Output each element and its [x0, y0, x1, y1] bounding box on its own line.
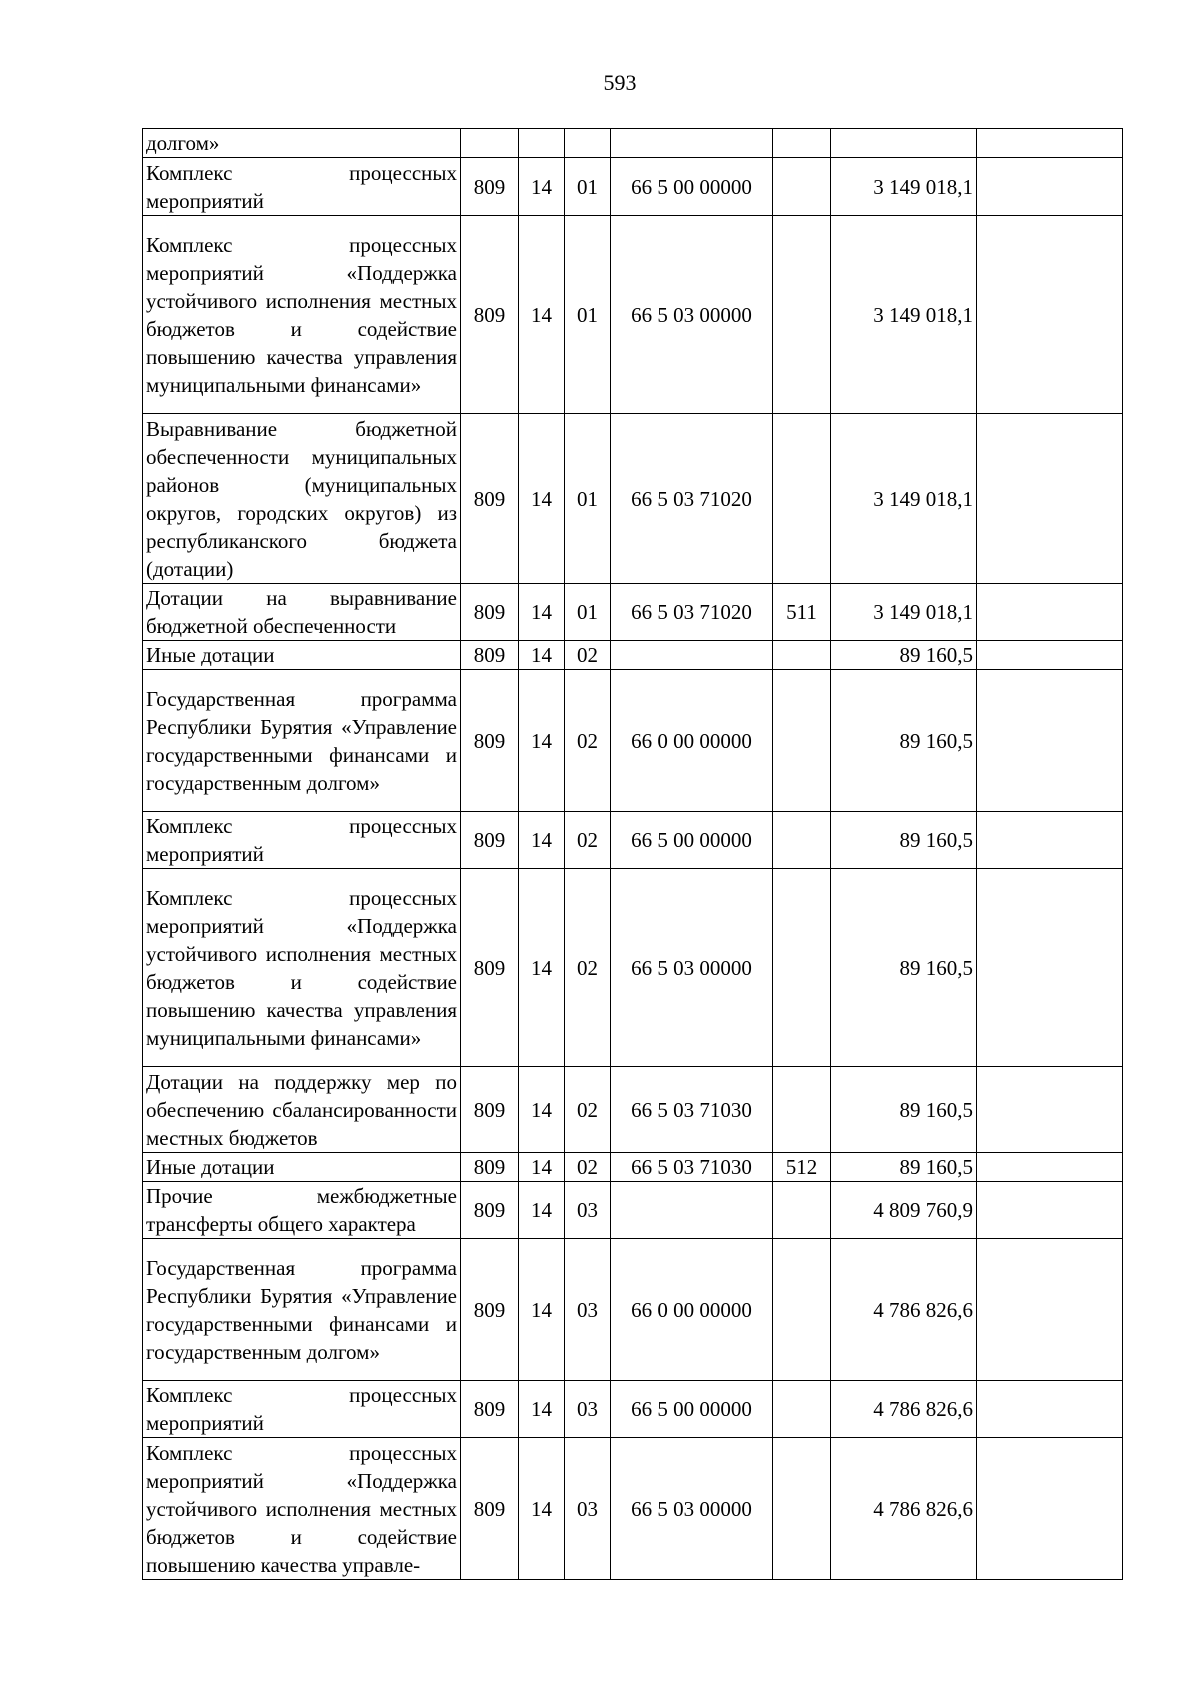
- ministry-code-cell: 809: [461, 869, 519, 1067]
- subsection-code-cell: 03: [565, 1182, 611, 1239]
- subsection-code-cell: 02: [565, 1153, 611, 1182]
- section-code-cell: 14: [519, 1153, 565, 1182]
- amount-cell: 3 149 018,1: [831, 584, 977, 641]
- expense-type-cell: 511: [773, 584, 831, 641]
- row-name-cell: Дотации на выравнивание бюджетной обеспеченности: [143, 584, 461, 641]
- row-name-cell: Дотации на поддержку мер по обеспечению сбалансированности местных бюджетов: [143, 1067, 461, 1153]
- extra-amount-cell: [977, 1067, 1123, 1153]
- amount-cell: 89 160,5: [831, 641, 977, 670]
- ministry-code-cell: 809: [461, 670, 519, 812]
- target-article-cell: 66 5 03 71020: [611, 414, 773, 584]
- section-code-cell: 14: [519, 812, 565, 869]
- expense-type-cell: [773, 1438, 831, 1580]
- ministry-code-cell: [461, 129, 519, 158]
- ministry-code-cell: 809: [461, 1182, 519, 1239]
- expense-type-cell: [773, 1182, 831, 1239]
- amount-cell: 89 160,5: [831, 670, 977, 812]
- subsection-code-cell: 02: [565, 1067, 611, 1153]
- extra-amount-cell: [977, 812, 1123, 869]
- expense-type-cell: [773, 158, 831, 216]
- subsection-code-cell: 01: [565, 216, 611, 414]
- ministry-code-cell: 809: [461, 158, 519, 216]
- section-code-cell: 14: [519, 216, 565, 414]
- expense-type-cell: [773, 812, 831, 869]
- subsection-code-cell: 01: [565, 584, 611, 641]
- ministry-code-cell: 809: [461, 1381, 519, 1438]
- amount-cell: 4 786 826,6: [831, 1438, 977, 1580]
- row-name-cell: Комплекс процессных мероприятий: [143, 158, 461, 216]
- expense-type-cell: [773, 1067, 831, 1153]
- page-number: 593: [603, 70, 637, 95]
- expense-type-cell: [773, 414, 831, 584]
- extra-amount-cell: [977, 584, 1123, 641]
- table-body: [143, 129, 1123, 1580]
- extra-amount-cell: [977, 1239, 1123, 1381]
- target-article-cell: [611, 1182, 773, 1239]
- extra-amount-cell: [977, 414, 1123, 584]
- amount-cell: 89 160,5: [831, 812, 977, 869]
- table-row: [143, 1381, 1123, 1438]
- target-article-cell: 66 5 03 00000: [611, 1438, 773, 1580]
- extra-amount-cell: [977, 641, 1123, 670]
- budget-table: [142, 128, 1123, 1580]
- section-code-cell: 14: [519, 158, 565, 216]
- row-name-cell: Иные дотации: [143, 641, 461, 670]
- section-code-cell: 14: [519, 1381, 565, 1438]
- extra-amount-cell: [977, 670, 1123, 812]
- target-article-cell: [611, 129, 773, 158]
- row-name-cell: Комплекс процессных мероприятий «Поддержка устойчивого исполнения местных бюджетов и содействие повышению качества управления муниципальными финансами»: [143, 216, 461, 414]
- amount-cell: 89 160,5: [831, 869, 977, 1067]
- expense-type-cell: [773, 216, 831, 414]
- target-article-cell: 66 5 00 00000: [611, 158, 773, 216]
- ministry-code-cell: 809: [461, 1438, 519, 1580]
- amount-cell: 4 786 826,6: [831, 1381, 977, 1438]
- extra-amount-cell: [977, 158, 1123, 216]
- extra-amount-cell: [977, 869, 1123, 1067]
- target-article-cell: 66 5 03 00000: [611, 216, 773, 414]
- target-article-cell: 66 5 00 00000: [611, 812, 773, 869]
- table-row: [143, 216, 1123, 414]
- row-name-cell: Комплекс процессных мероприятий: [143, 1381, 461, 1438]
- amount-cell: 3 149 018,1: [831, 158, 977, 216]
- target-article-cell: 66 5 00 00000: [611, 1381, 773, 1438]
- extra-amount-cell: [977, 1381, 1123, 1438]
- target-article-cell: 66 5 03 71020: [611, 584, 773, 641]
- row-name-cell: долгом»: [143, 129, 461, 158]
- subsection-code-cell: [565, 129, 611, 158]
- amount-cell: 3 149 018,1: [831, 414, 977, 584]
- subsection-code-cell: 03: [565, 1239, 611, 1381]
- ministry-code-cell: 809: [461, 584, 519, 641]
- table-row: [143, 812, 1123, 869]
- row-name-cell: Государственная программа Республики Бурятия «Управление государственными финансами и государственным долгом»: [143, 1239, 461, 1381]
- expense-type-cell: [773, 670, 831, 812]
- target-article-cell: 66 0 00 00000: [611, 670, 773, 812]
- amount-cell: 4 786 826,6: [831, 1239, 977, 1381]
- amount-cell: [831, 129, 977, 158]
- expense-type-cell: [773, 1239, 831, 1381]
- table-row: [143, 670, 1123, 812]
- expense-type-cell: [773, 641, 831, 670]
- section-code-cell: 14: [519, 414, 565, 584]
- section-code-cell: 14: [519, 584, 565, 641]
- section-code-cell: 14: [519, 670, 565, 812]
- subsection-code-cell: 02: [565, 812, 611, 869]
- row-name-cell: Комплекс процессных мероприятий «Поддержка устойчивого исполнения местных бюджетов и содействие повышению качества управления муниципальными финансами»: [143, 869, 461, 1067]
- target-article-cell: [611, 641, 773, 670]
- expense-type-cell: 512: [773, 1153, 831, 1182]
- row-name-cell: Иные дотации: [143, 1153, 461, 1182]
- ministry-code-cell: 809: [461, 812, 519, 869]
- table-row: [143, 414, 1123, 584]
- table-row: [143, 129, 1123, 158]
- subsection-code-cell: 01: [565, 414, 611, 584]
- table-row: [143, 1239, 1123, 1381]
- ministry-code-cell: 809: [461, 1153, 519, 1182]
- section-code-cell: 14: [519, 641, 565, 670]
- target-article-cell: 66 5 03 71030: [611, 1153, 773, 1182]
- target-article-cell: 66 5 03 00000: [611, 869, 773, 1067]
- extra-amount-cell: [977, 1153, 1123, 1182]
- subsection-code-cell: 02: [565, 670, 611, 812]
- amount-cell: 4 809 760,9: [831, 1182, 977, 1239]
- ministry-code-cell: 809: [461, 414, 519, 584]
- extra-amount-cell: [977, 216, 1123, 414]
- table-row: [143, 869, 1123, 1067]
- section-code-cell: 14: [519, 1067, 565, 1153]
- subsection-code-cell: 02: [565, 641, 611, 670]
- ministry-code-cell: 809: [461, 1239, 519, 1381]
- section-code-cell: 14: [519, 869, 565, 1067]
- ministry-code-cell: 809: [461, 641, 519, 670]
- table-row: [143, 1182, 1123, 1239]
- target-article-cell: 66 5 03 71030: [611, 1067, 773, 1153]
- ministry-code-cell: 809: [461, 1067, 519, 1153]
- row-name-cell: Государственная программа Республики Бурятия «Управление государственными финансами и государственным долгом»: [143, 670, 461, 812]
- ministry-code-cell: 809: [461, 216, 519, 414]
- target-article-cell: 66 0 00 00000: [611, 1239, 773, 1381]
- row-name-cell: Комплекс процессных мероприятий: [143, 812, 461, 869]
- subsection-code-cell: 01: [565, 158, 611, 216]
- expense-type-cell: [773, 1381, 831, 1438]
- table-row: [143, 1067, 1123, 1153]
- table-row: [143, 584, 1123, 641]
- row-name-cell: Прочие межбюджетные трансферты общего характера: [143, 1182, 461, 1239]
- subsection-code-cell: 02: [565, 869, 611, 1067]
- section-code-cell: 14: [519, 1182, 565, 1239]
- expense-type-cell: [773, 129, 831, 158]
- row-name-cell: Выравнивание бюджетной обеспеченности муниципальных районов (муниципальных округов, городских округов) из республиканского бюджета (дотации): [143, 414, 461, 584]
- table-row: [143, 158, 1123, 216]
- table-row: [143, 1153, 1123, 1182]
- extra-amount-cell: [977, 129, 1123, 158]
- amount-cell: 3 149 018,1: [831, 216, 977, 414]
- section-code-cell: 14: [519, 1438, 565, 1580]
- table-row: [143, 1438, 1123, 1580]
- section-code-cell: [519, 129, 565, 158]
- subsection-code-cell: 03: [565, 1438, 611, 1580]
- subsection-code-cell: 03: [565, 1381, 611, 1438]
- extra-amount-cell: [977, 1182, 1123, 1239]
- expense-type-cell: [773, 869, 831, 1067]
- row-name-cell: Комплекс процессных мероприятий «Поддержка устойчивого исполнения местных бюджетов и содействие повышению качества управле-: [143, 1438, 461, 1580]
- extra-amount-cell: [977, 1438, 1123, 1580]
- section-code-cell: 14: [519, 1239, 565, 1381]
- table-row: [143, 641, 1123, 670]
- amount-cell: 89 160,5: [831, 1067, 977, 1153]
- amount-cell: 89 160,5: [831, 1153, 977, 1182]
